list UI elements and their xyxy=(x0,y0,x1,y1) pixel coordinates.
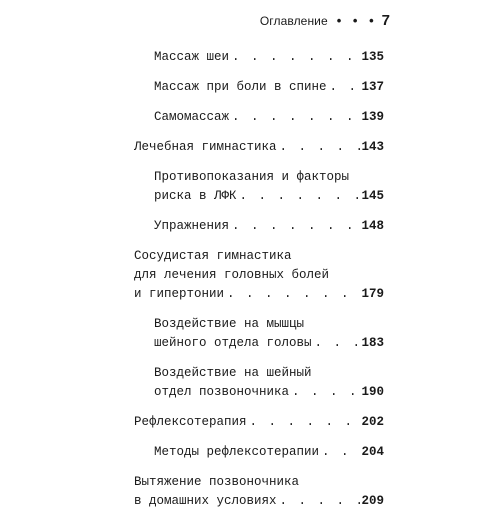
toc-entry-last-line xyxy=(134,138,384,157)
toc-entry[interactable] xyxy=(134,138,384,157)
toc-entry-title-line: Сосудистая гимнастика xyxy=(134,249,292,263)
toc-entry-title-line: для лечения головных болей xyxy=(134,268,330,282)
toc-entry[interactable] xyxy=(154,364,384,402)
toc-entry-title-line: риска в ЛФК xyxy=(154,189,237,203)
toc-entry-title-line: Упражнения xyxy=(154,219,230,233)
toc-entry-last-line xyxy=(134,285,384,304)
toc-page-number: 139 xyxy=(361,110,384,124)
toc-entry-last-line xyxy=(154,383,384,402)
toc-entry-last-line xyxy=(154,78,384,97)
dot-leader xyxy=(327,78,362,97)
toc-entry-title-line: Вытяжение позвоночника xyxy=(134,475,300,489)
toc-entry[interactable] xyxy=(134,247,384,304)
toc-entry-title-line: Самомассаж xyxy=(154,110,230,124)
toc-page-number: 179 xyxy=(361,287,384,301)
dot-leader xyxy=(277,138,362,157)
toc-entry[interactable] xyxy=(154,315,384,353)
toc-entry[interactable] xyxy=(154,443,384,462)
toc-entry-last-line xyxy=(154,334,384,353)
toc-entry-title-line: Воздействие на шейный xyxy=(154,366,312,380)
dot-leader xyxy=(289,383,361,402)
toc-entry[interactable] xyxy=(134,473,384,511)
dot-leader xyxy=(229,48,361,67)
toc-entry-title-line: Воздействие на мышцы xyxy=(154,317,305,331)
toc-page-number: 148 xyxy=(361,219,384,233)
dot-leader xyxy=(312,334,362,353)
toc-page-number: 209 xyxy=(361,494,384,508)
toc-entry[interactable] xyxy=(154,78,384,97)
toc-entry-title-line: Рефлексотерапия xyxy=(134,415,247,429)
toc-entry-last-line xyxy=(154,108,384,127)
toc-page-number: 202 xyxy=(361,415,384,429)
toc-entry-title-line: Методы рефлексотерапии xyxy=(154,445,320,459)
dot-leader xyxy=(229,217,361,236)
toc-entry-last-line xyxy=(154,187,384,206)
toc-entry-title-line: Массаж шеи xyxy=(154,50,230,64)
toc-page-number: 183 xyxy=(361,336,384,350)
toc-entry-last-line xyxy=(154,48,384,67)
toc-entry-title-line: Противопоказания и факторы xyxy=(154,170,350,184)
page-number: 7 xyxy=(381,12,390,29)
toc-page-number: 204 xyxy=(361,445,384,459)
dot-leader xyxy=(277,492,362,511)
toc-entry-last-line xyxy=(134,413,384,432)
toc-entry[interactable] xyxy=(154,108,384,127)
toc-page-number: 190 xyxy=(361,385,384,399)
toc-entry-last-line xyxy=(154,443,384,462)
dot-leader xyxy=(224,285,361,304)
dot-leader xyxy=(229,108,361,127)
toc-page-number: 135 xyxy=(361,50,384,64)
toc-page-number: 143 xyxy=(361,140,384,154)
running-head-dots: • • • xyxy=(336,13,378,28)
toc-page-number: 145 xyxy=(361,189,384,203)
toc-entry-last-line xyxy=(154,217,384,236)
toc-entry[interactable] xyxy=(134,413,384,432)
dot-leader xyxy=(319,443,361,462)
toc-page-number: 137 xyxy=(361,80,384,94)
toc-entry-title-line: Лечебная гимнастика xyxy=(134,140,277,154)
toc-entry-title-line: отдел позвоночника xyxy=(154,385,290,399)
toc-entry[interactable] xyxy=(154,168,384,206)
toc-entry[interactable] xyxy=(154,48,384,67)
toc-entry-last-line xyxy=(134,492,384,511)
toc-entry-title-line: Массаж при боли в спине xyxy=(154,80,327,94)
toc-entry-title-line: и гипертонии xyxy=(134,287,225,301)
running-head-title: Оглавление xyxy=(259,13,328,28)
toc-entry-title-line: шейного отдела головы xyxy=(154,336,312,350)
dot-leader xyxy=(247,413,362,432)
dot-leader xyxy=(237,187,362,206)
toc-entry-title-line: в домашних условиях xyxy=(134,494,277,508)
toc-entry[interactable] xyxy=(154,217,384,236)
running-head xyxy=(260,12,390,29)
